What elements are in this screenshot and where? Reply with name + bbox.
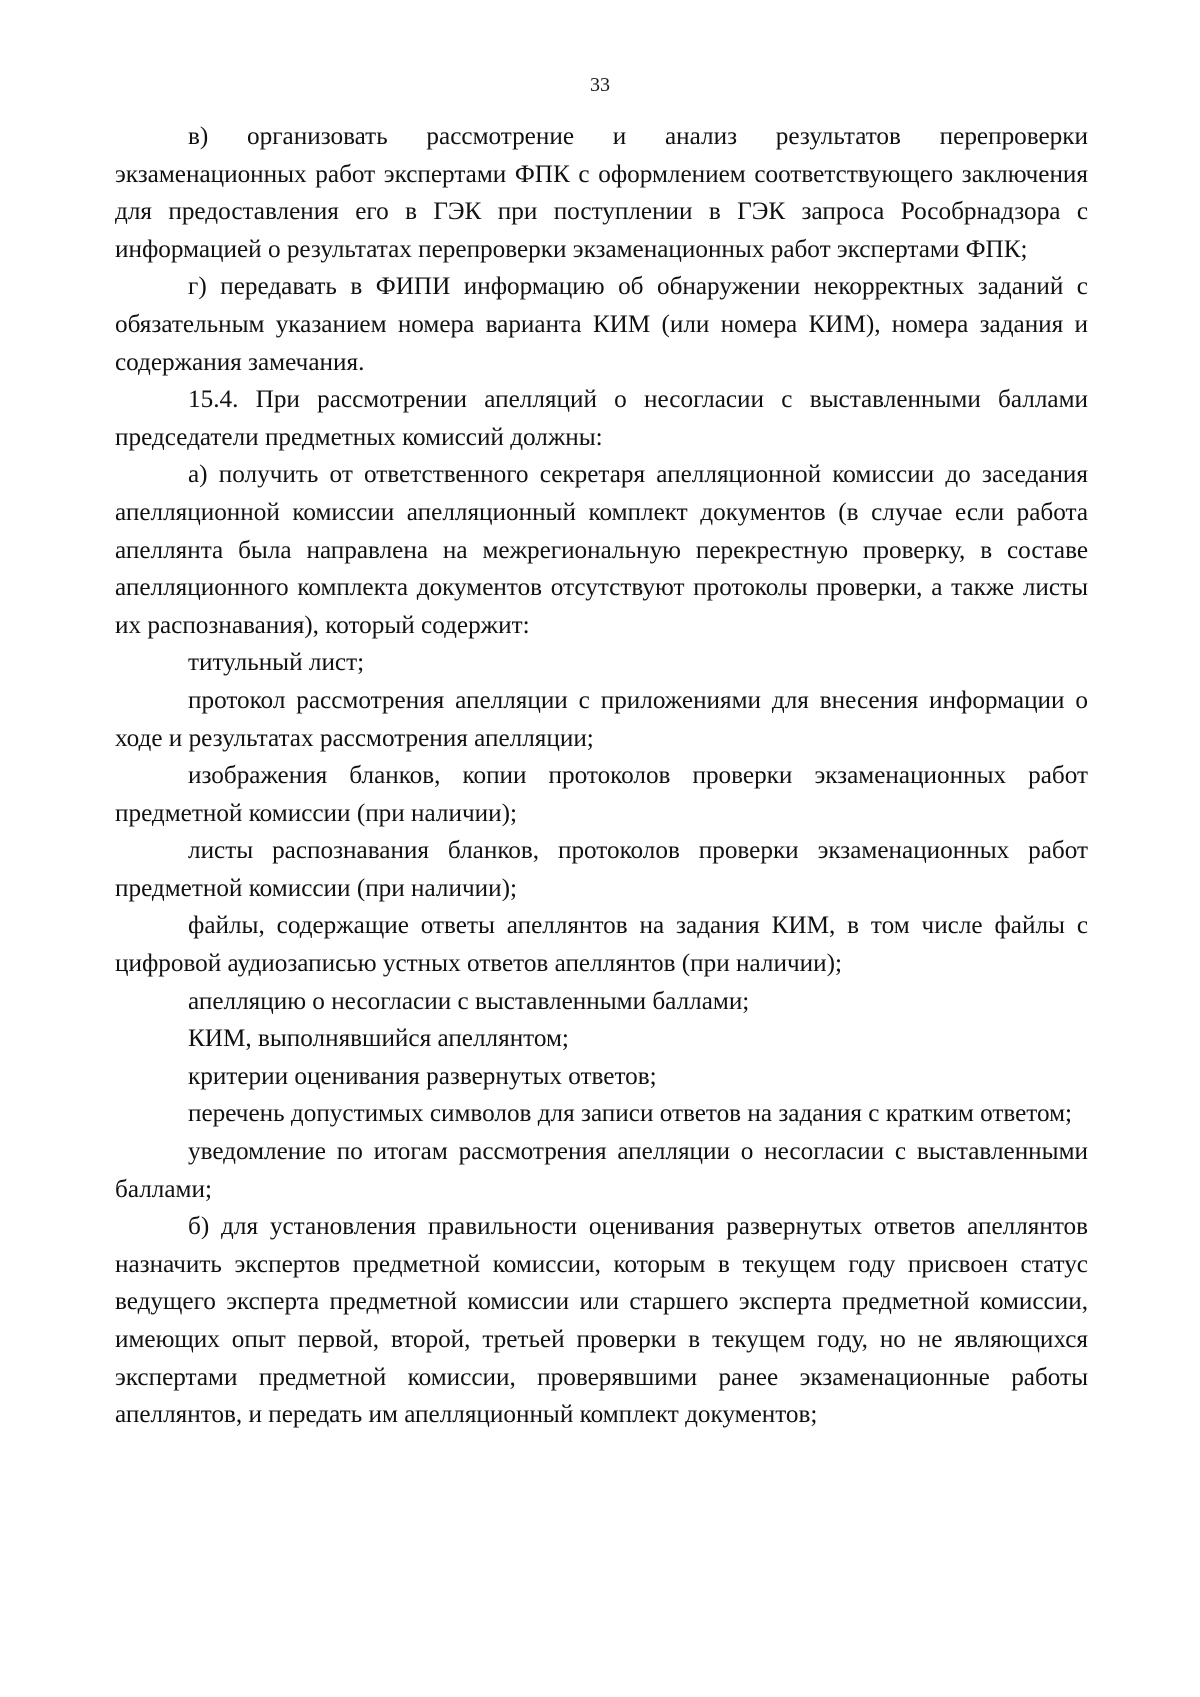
paragraph-section-15-4: 15.4. При рассмотрении апелляций о несогласии с выставленными баллами председатели предметных комиссий должны:: [115, 386, 1088, 451]
list-item-criteria: критерии оценивания развернутых ответов;: [188, 1062, 657, 1090]
paragraph-a-receive-appeal-kit: а) получить от ответственного секретаря апелляционной комиссии до заседания апелляционной комиссии апелляционный комплект документов (в случае если работа апеллянта была направлена на межрегиональную перекрестную проверку, в составе апелляционного комплекта документов отсутствуют протоколы проверки, а также листы их распознавания), который содержит:: [115, 461, 1088, 639]
list-item-allowed-symbols: перечень допустимых символов для записи ответов на задания с кратким ответом;: [188, 1100, 1073, 1128]
paragraph-b-assign-experts: б) для установления правильности оценивания развернутых ответов апеллянтов назначить экспертов предметной комиссии, которым в текущем году присвоен статус ведущего эксперта предметной комиссии или старшего эксперта предметной комиссии, имеющих опыт первой, второй, третьей проверки в текущем году, но не являющихся экспертами предметной комиссии, проверявшими ранее экзаменационные работы апеллянтов, и передать им апелляционный комплект документов;: [115, 1213, 1088, 1429]
list-item-form-images: изображения бланков, копии протоколов проверки экзаменационных работ предметной комиссии (при наличии);: [115, 762, 1088, 827]
list-item-notification: уведомление по итогам рассмотрения апелляции о несогласии с выставленными баллами;: [115, 1138, 1088, 1203]
list-item-kim: КИМ, выполнявшийся апеллянтом;: [188, 1025, 569, 1053]
paragraph-g-report-to-fipi: г) передавать в ФИПИ информацию об обнаружении некорректных заданий с обязательным указанием номера варианта КИМ (или номера КИМ), номера задания и содержания замечания.: [115, 273, 1088, 376]
list-item-recognition-sheets: листы распознавания бланков, протоколов проверки экзаменационных работ предметной комиссии (при наличии);: [115, 837, 1088, 902]
page-number: 33: [590, 74, 610, 96]
paragraph-v-organize-review: в) организовать рассмотрение и анализ результатов перепроверки экзаменационных работ экспертами ФПК с оформлением соответствующего заключения для предоставления его в ГЭК при поступлении в ГЭК запроса Рособрнадзора с информацией о результатах перепроверки экзаменационных работ экспертами ФПК;: [115, 123, 1088, 263]
list-item-appeal-protocol: протокол рассмотрения апелляции с приложениями для внесения информации о ходе и результатах рассмотрения апелляции;: [115, 686, 1088, 752]
list-item-answer-files: файлы, содержащие ответы апеллянтов на задания КИМ, в том числе файлы с цифровой аудиозаписью устных ответов апеллянтов (при наличии);: [115, 912, 1088, 978]
document-body: [115, 118, 1088, 1434]
list-item-appeal: апелляцию о несогласии с выставленными баллами;: [188, 987, 750, 1015]
list-item-title-sheet: титульный лист;: [188, 649, 365, 677]
